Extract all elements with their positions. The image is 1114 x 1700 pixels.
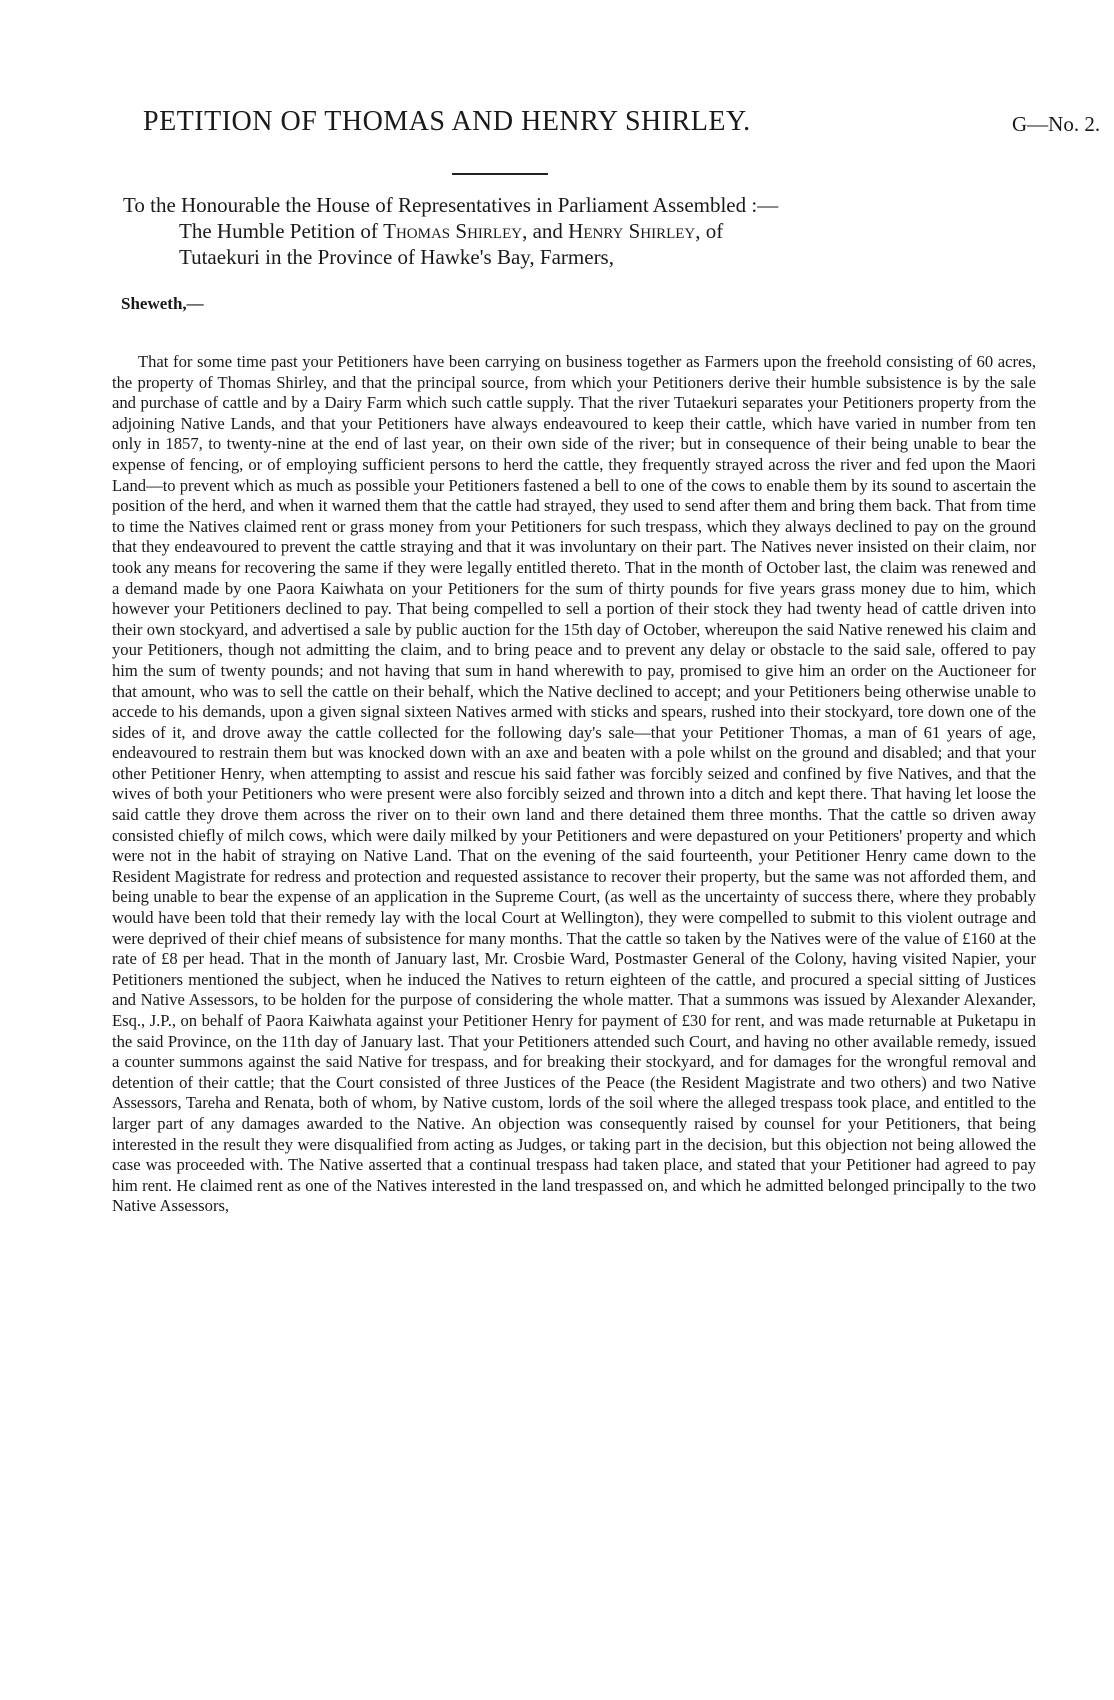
title-divider [452, 173, 548, 175]
document-reference: G—No. 2. [1012, 112, 1101, 136]
page-header [0, 106, 1114, 146]
address-line-2-mid: , and [522, 219, 569, 243]
petition-address [123, 192, 1023, 270]
address-line-3: Tutaekuri in the Province of Hawke's Bay, Farmers, [179, 245, 614, 269]
petition-body: That for some time past your Petitioners have been carrying on business together as Farmers upon the freehold consisting of 60 acres, the property of Thomas Shirley, and that the principal source, from which your Petitioners derive their humble subsistence is by the sale and purchase of cattle and by a Dairy Farm which such cattle supply. That the river Tutaekuri separates your Petitioners property from the adjoining Native Lands, and that your Petitioners have always endeavoured to keep their cattle, which have varied in number from ten only in 1857, to twenty-nine at the end of last year, on their own side of the river; but in consequence of their being unable to bear the expense of fencing, or of employing sufficient persons to herd the cattle, they frequently strayed across the river and fed upon the Maori Land—to prevent which as much as possible your Petitioners fastened a bell to one of the cows to enable them by its sound to ascertain the position of the herd, and when it warned them that the cattle had strayed, they used to send after them and bring them back. That from time to time the Natives claimed rent or grass money from your Petitioners for such trespass, which they always declined to pay on the ground that they endeavoured to prevent the cattle straying and that it was involuntary on their part. The Natives never insisted on their claim, nor took any means for recovering the same if they were legally entitled thereto. That in the month of October last, the claim was renewed and a demand made by one Paora Kaiwhata on your Petitioners for the sum of thirty pounds for five years grass money due to him, which however your Petitioners declined to pay. That being compelled to sell a portion of their stock they had twenty head of cattle driven into their own stockyard, and advertised a sale by public auction for the 15th day of October, whereupon the said Native renewed his claim and your Petitioners, though not admitting the claim, and to bring peace and to prevent any delay or obstacle to the said sale, offered to pay him the sum of twenty pounds; and not having that sum in hand wherewith to pay, promised to give him an order on the Auctioneer for that amount, who was to sell the cattle on their behalf, which the Native declined to accept; and your Petitioners being otherwise unable to accede to his demands, upon a given signal sixteen Natives armed with sticks and spears, rushed into their stockyard, tore down one of the sides of it, and drove away the cattle collected for the following day's sale—that your Petitioner Thomas, a man of 61 years of age, endeavoured to restrain them but was knocked down with an axe and beaten with a pole whilst on the ground and disabled; and that your other Petitioner Henry, when attempting to assist and rescue his said father was forcibly seized and confined by five Natives, and that the wives of both your Petitioners who were present were also forcibly seized and thrown into a ditch and kept there. That having let loose the said cattle they drove them across the river on to their own land and there detained them three months. That the cattle so driven away consisted chiefly of milch cows, which were daily milked by your Petitioners and were depastured on your Petitioners' property and which were not in the habit of straying on Native Land. That on the evening of the said fourteenth, your Petitioner Henry came down to the Resident Magistrate for redress and protection and requested assistance to recover their property, but the same was not afforded them, and being unable to bear the expense of an application in the Supreme Court, (as well as the uncertainty of success there, where they probably would have been told that their remedy lay with the local Court at Wellington), they were compelled to submit to this violent outrage and were deprived of their chief means of subsistence for many months. That the cattle so taken by the Natives were of the value of £160 at the rate of £8 per head. That in the month of January last, Mr. Crosbie Ward, Postmaster General of the Colony, having visited Napier, your Petitioners mentioned the subject, when he induced the Natives to return eighteen of the cattle, and procured a special sitting of Justices and Native Assessors, to be holden for the purpose of considering the whole matter. That a summons was issued by Alexander Alexander, Esq., J.P., on behalf of Paora Kaiwhata against your Petitioner Henry for payment of £30 for rent, and was made returnable at Puketapu in the said Province, on the 11th day of January last. That your Petitioners attended such Court, and having no other available remedy, issued a counter summons against the said Native for trespass, and for breaking their stockyard, and for damages for the wrongful removal and detention of their cattle; that the Court consisted of three Justices of the Peace (the Resident Magistrate and two others) and two Native Assessors, Tareha and Renata, both of whom, by Native custom, lords of the soil where the alleged trespass took place, and entitled to the larger part of any damages awarded to the Native. An objection was consequently raised by counsel for your Petitioners, that being interested in the result they were disqualified from acting as Judges, or taking part in the decision, but this objection not being allowed the case was proceeded with. The Native asserted that a continual trespass had taken place, and stated that your Petitioner had agreed to pay him rent. He claimed rent as one of the Natives interested in the land trespassed on, and which he admitted belonged principally to the two Native Assessors, [112, 352, 1036, 1216]
address-line-2-pre: The Humble Petition of [179, 219, 384, 243]
sheweth-heading: Sheweth,— [121, 294, 204, 313]
document-title: PETITION OF THOMAS AND HENRY SHIRLEY. [143, 106, 751, 137]
petitioner-name-thomas: Thomas Shirley [383, 219, 523, 243]
address-line-2-post: , of [695, 219, 724, 243]
address-line-1: To the Honourable the House of Representatives in Parliament Assembled :— [123, 193, 779, 217]
petitioner-name-henry: Henry Shirley [568, 219, 696, 243]
address-line-2 [123, 218, 1023, 244]
